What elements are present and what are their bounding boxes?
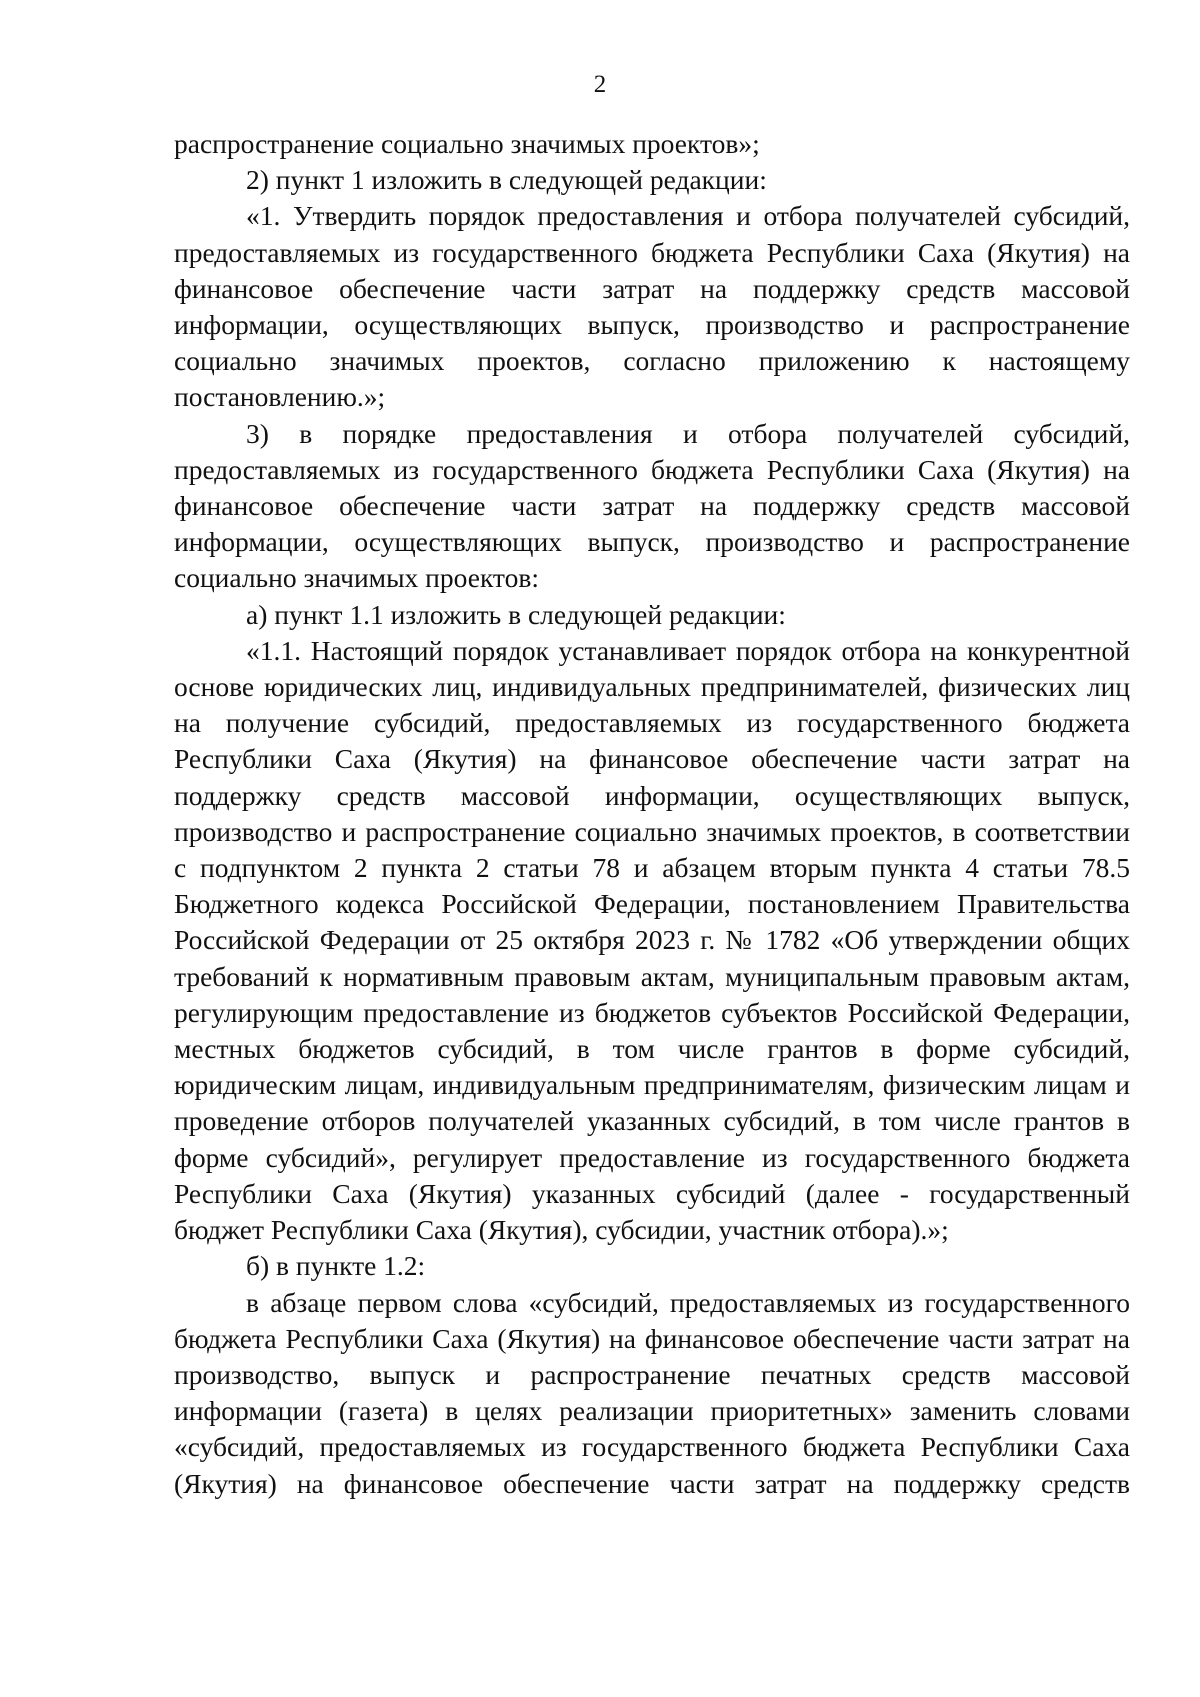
paragraph-3: «1. Утвердить порядок предоставления и отбора получателей субсидий, предоставляемых из государственного бюджета Республики Саха (Якутия) на финансовое обеспечение части затрат на поддержку средств массовой информации, осуществляющих выпуск, производство и распространение социально значимых проектов, согласно приложению к настоящему постановлению.»;: [174, 200, 1130, 413]
paragraph-1: распространение социально значимых проектов»;: [174, 128, 760, 159]
document-body: [174, 126, 1130, 1502]
paragraph-5: а) пункт 1.1 изложить в следующей редакции:: [246, 598, 786, 630]
paragraph-7: б) в пункте 1.2:: [246, 1250, 426, 1282]
paragraph-4: 3) в порядке предоставления и отбора получателей субсидий, предоставляемых из государственного бюджета Республики Саха (Якутия) на финансовое обеспечение части затрат на поддержку средств массовой информации, осуществляющих выпуск, производство и распространение социально значимых проектов:: [174, 417, 1130, 594]
paragraph-2: 2) пункт 1 изложить в следующей редакции:: [246, 164, 767, 196]
page-number: 2: [593, 71, 607, 98]
paragraph-6: «1.1. Настоящий порядок устанавливает порядок отбора на конкурентной основе юридических лиц, индивидуальных предпринимателей, физических лиц на получение субсидий, предоставляемых из государственного бюджета Республики Саха (Якутия) на финансовое обеспечение части затрат на поддержку средств массовой информации, осуществляющих выпуск, производство и распространение социально значимых проектов, в соответствии с подпунктом 2 пункта 2 статьи 78 и абзацем вторым пункта 4 статьи 78.5 Бюджетного кодекса Российской Федерации, постановлением Правительства Российской Федерации от 25 октября 2023 г. № 1782 «Об утверждении общих требований к нормативным правовым актам, муниципальным правовым актам, регулирующим предоставление из бюджетов субъектов Российской Федерации, местных бюджетов субсидий, в том числе грантов в форме субсидий, юридическим лицам, индивидуальным предпринимателям, физическим лицам и проведение отборов получателей указанных субсидий, в том числе грантов в форме субсидий», регулирует предоставление из государственного бюджета Республики Саха (Якутия) указанных субсидий (далее - государственный бюджет Республики Саха (Якутия), субсидии, участник отбора).»;: [174, 634, 1130, 1246]
paragraph-8: в абзаце первом слова «субсидий, предоставляемых из государственного бюджета Республики Саха (Якутия) на финансовое обеспечение части затрат на производство, выпуск и распространение печатных средств массовой информации (газета) в целях реализации приоритетных» заменить словами «субсидий, предоставляемых из государственного бюджета Республики Саха (Якутия) на финансовое обеспечение части затрат на поддержку средств: [174, 1286, 1130, 1499]
